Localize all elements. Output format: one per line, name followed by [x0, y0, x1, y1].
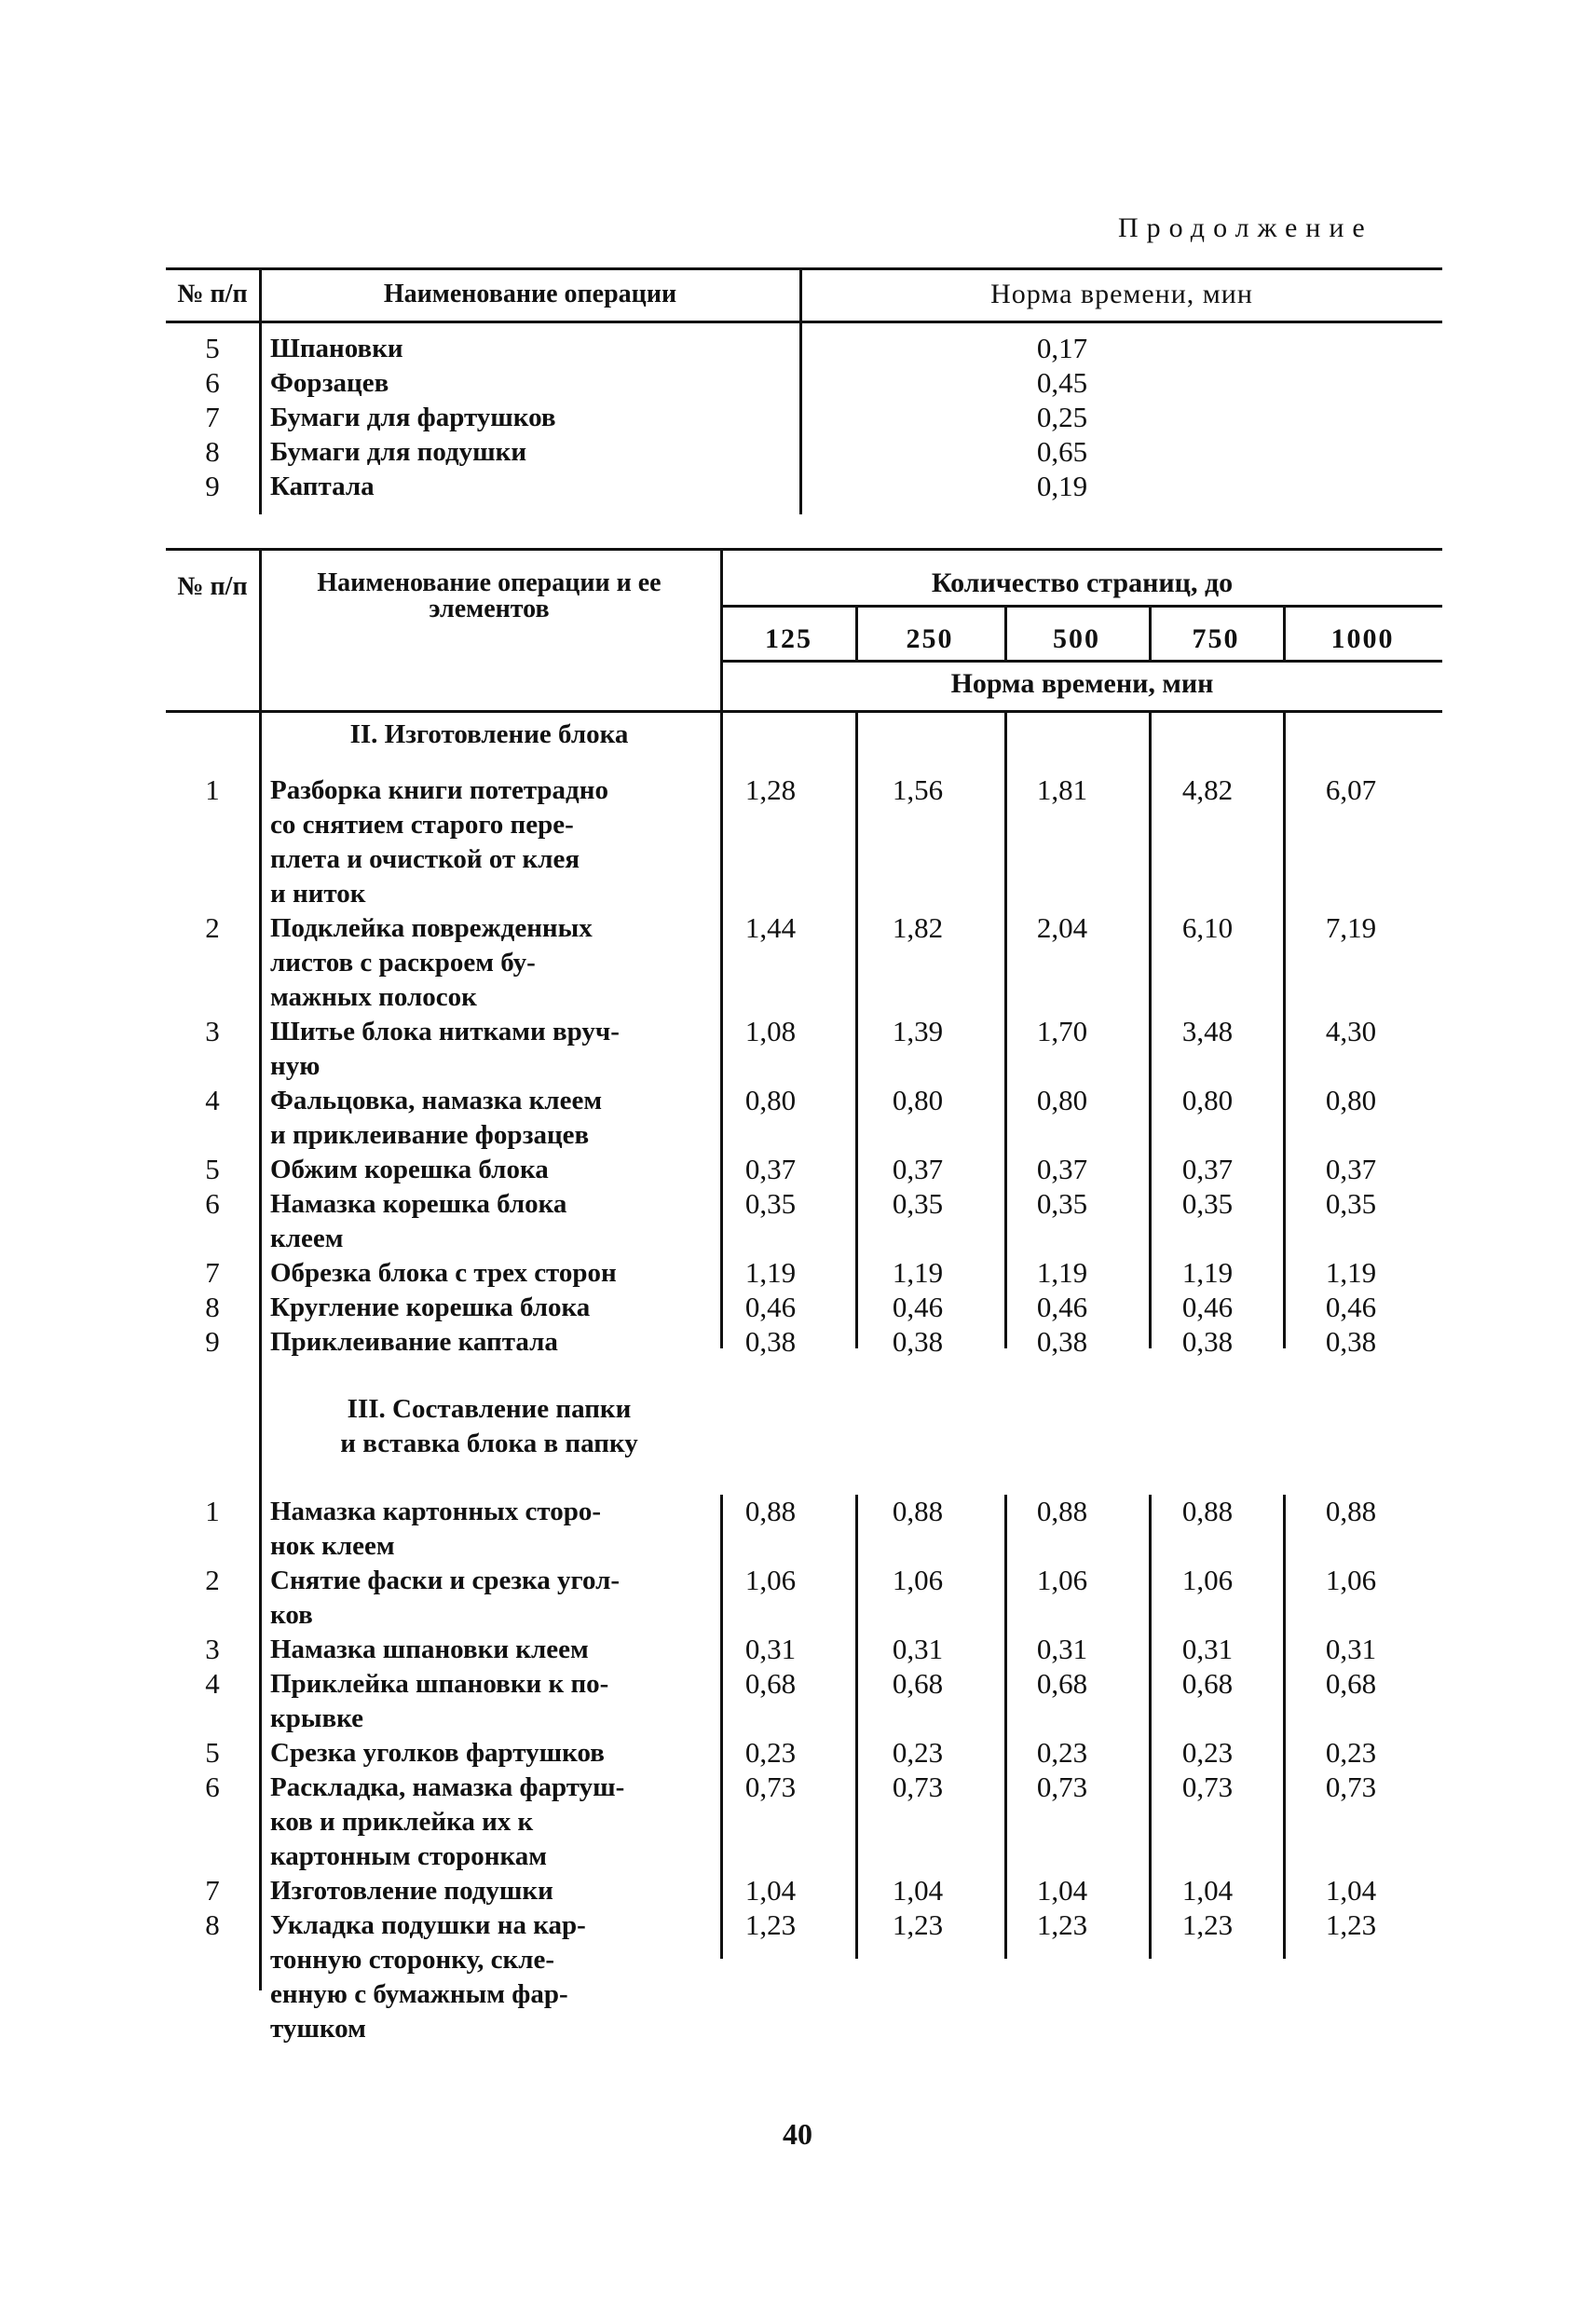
row-number: 5 — [205, 1736, 220, 1769]
time-value: 1,04 — [1325, 1874, 1377, 1907]
divider — [1149, 1495, 1152, 1959]
time-value: 0,88 — [892, 1495, 944, 1527]
time-value: 0,45 — [1036, 366, 1088, 399]
operation-line: Кругление корешка блока — [270, 1292, 591, 1322]
operation-name: Бумаги для подушки — [270, 437, 527, 467]
time-value: 1,19 — [1181, 1256, 1234, 1289]
divider — [1283, 710, 1286, 1348]
time-value: 0,88 — [1181, 1495, 1234, 1527]
operation-line: клеем — [270, 1224, 344, 1253]
divider — [1004, 710, 1007, 1348]
operation-line: ков — [270, 1600, 313, 1630]
time-value: 1,08 — [744, 1015, 797, 1047]
operation-line: Снятие фаски и срезка угол- — [270, 1566, 621, 1595]
time-value: 1,19 — [1036, 1256, 1088, 1289]
time-value: 0,80 — [892, 1084, 944, 1116]
operation-line: и ниток — [270, 879, 366, 909]
time-value: 0,23 — [1036, 1736, 1088, 1769]
time-value: 0,35 — [1325, 1187, 1377, 1220]
time-value: 0,31 — [1181, 1633, 1234, 1665]
time-value: 0,88 — [1325, 1495, 1377, 1527]
operation-name: Шпановки — [270, 334, 403, 363]
time-value: 0,38 — [892, 1325, 944, 1358]
operation-line: Намазка корешка блока — [270, 1189, 567, 1219]
time-value: 1,23 — [1036, 1908, 1088, 1941]
time-value: 0,35 — [744, 1187, 797, 1220]
time-value: 4,30 — [1325, 1015, 1377, 1047]
time-value: 0,38 — [744, 1325, 797, 1358]
time-value: 0,23 — [1181, 1736, 1234, 1769]
time-value: 0,65 — [1036, 435, 1088, 468]
divider — [259, 548, 262, 1990]
time-value: 1,28 — [744, 773, 797, 806]
operation-line: Подклейка поврежденных — [270, 913, 593, 943]
time-value: 0,31 — [1325, 1633, 1377, 1665]
operation-name: Форзацев — [270, 368, 389, 398]
time-value: 0,17 — [1036, 332, 1088, 364]
time-value: 0,88 — [744, 1495, 797, 1527]
header-norm: Норма времени, мин — [950, 668, 1214, 699]
row-number: 5 — [205, 1153, 220, 1185]
operation-line: Срезка уголков фартушков — [270, 1738, 605, 1768]
time-value: 0,46 — [1325, 1291, 1377, 1323]
operation-line: ную — [270, 1051, 321, 1081]
operation-line: Изготовление подушки — [270, 1876, 553, 1906]
operation-line: тушком — [270, 2014, 366, 2044]
time-value: 1,23 — [1181, 1908, 1234, 1941]
time-value: 0,46 — [1036, 1291, 1088, 1323]
operation-line: Приклеивание каптала — [270, 1327, 558, 1357]
operation-line: крывке — [270, 1703, 363, 1733]
time-value: 0,46 — [1181, 1291, 1234, 1323]
time-value: 1,04 — [1181, 1874, 1234, 1907]
row-number: 3 — [205, 1015, 220, 1047]
time-value: 0,37 — [1325, 1153, 1377, 1185]
row-number: 8 — [205, 1908, 220, 1941]
divider — [166, 321, 1442, 323]
time-value: 6,07 — [1325, 773, 1377, 806]
row-number: 7 — [205, 1256, 220, 1289]
header-operation: Наименование операции — [383, 280, 677, 308]
time-value: 0,38 — [1181, 1325, 1234, 1358]
row-number: 6 — [205, 1187, 220, 1220]
header-norm: Норма времени, мин — [990, 279, 1253, 309]
time-value: 0,73 — [1181, 1771, 1234, 1803]
time-value: 1,06 — [1036, 1564, 1088, 1596]
continuation-label: Продолжение — [1118, 212, 1373, 243]
time-value: 0,88 — [1036, 1495, 1088, 1527]
page-count-header: 750 — [1192, 623, 1240, 654]
time-value: 0,73 — [744, 1771, 797, 1803]
row-number: 2 — [205, 1564, 220, 1596]
row-number: 7 — [205, 401, 220, 433]
divider — [855, 710, 858, 1348]
divider — [166, 710, 1442, 713]
time-value: 0,31 — [1036, 1633, 1088, 1665]
time-value: 4,82 — [1181, 773, 1234, 806]
time-value: 0,23 — [744, 1736, 797, 1769]
operation-line: Обжим корешка блока — [270, 1155, 549, 1184]
operation-line: Раскладка, намазка фартуш- — [270, 1772, 625, 1802]
time-value: 0,37 — [1036, 1153, 1088, 1185]
operation-line: нок клеем — [270, 1531, 395, 1561]
time-value: 2,04 — [1036, 911, 1088, 944]
time-value: 0,80 — [744, 1084, 797, 1116]
row-number: 8 — [205, 435, 220, 468]
page-count-header: 500 — [1053, 623, 1100, 654]
divider — [720, 1495, 723, 1959]
time-value: 0,73 — [1325, 1771, 1377, 1803]
operation-line: Укладка подушки на кар- — [270, 1910, 586, 1940]
row-number: 3 — [205, 1633, 220, 1665]
time-value: 0,37 — [744, 1153, 797, 1185]
operation-name: Бумаги для фартушков — [270, 403, 556, 432]
row-number: 9 — [205, 470, 220, 502]
page-count-header: 250 — [906, 623, 954, 654]
row-number: 1 — [205, 773, 220, 806]
time-value: 0,25 — [1036, 401, 1088, 433]
row-number: 4 — [205, 1084, 220, 1116]
time-value: 0,46 — [744, 1291, 797, 1323]
operation-line: со снятием старого пере- — [270, 810, 574, 840]
time-value: 0,80 — [1036, 1084, 1088, 1116]
time-value: 0,35 — [1181, 1187, 1234, 1220]
divider — [1149, 710, 1152, 1348]
operation-line: Разборка книги потетрадно — [270, 775, 608, 805]
header-num: № п/п — [177, 280, 248, 308]
divider — [1283, 1495, 1286, 1959]
row-number: 7 — [205, 1874, 220, 1907]
time-value: 1,06 — [892, 1564, 944, 1596]
operation-line: тонную сторонку, скле- — [270, 1945, 555, 1975]
operation-line: ков и приклейка их к — [270, 1807, 534, 1837]
time-value: 0,68 — [1325, 1667, 1377, 1700]
time-value: 0,68 — [892, 1667, 944, 1700]
time-value: 0,31 — [892, 1633, 944, 1665]
operation-line: картонным сторонкам — [270, 1841, 548, 1871]
time-value: 1,04 — [1036, 1874, 1088, 1907]
time-value: 0,38 — [1325, 1325, 1377, 1358]
divider — [166, 267, 1442, 270]
row-number: 6 — [205, 1771, 220, 1803]
page-count-header: 125 — [765, 623, 812, 654]
divider — [722, 660, 1442, 663]
divider — [855, 1495, 858, 1959]
operation-line: листов с раскроем бу- — [270, 948, 536, 978]
time-value: 0,38 — [1036, 1325, 1088, 1358]
header-num: № п/п — [177, 572, 248, 601]
section-3-title-line: III. Составление папки — [347, 1394, 632, 1424]
time-value: 0,68 — [1036, 1667, 1088, 1700]
time-value: 0,68 — [744, 1667, 797, 1700]
time-value: 1,04 — [892, 1874, 944, 1907]
time-value: 1,19 — [744, 1256, 797, 1289]
divider — [1004, 1495, 1007, 1959]
time-value: 7,19 — [1325, 911, 1377, 944]
row-number: 2 — [205, 911, 220, 944]
time-value: 1,81 — [1036, 773, 1088, 806]
time-value: 1,06 — [1181, 1564, 1234, 1596]
time-value: 1,06 — [1325, 1564, 1377, 1596]
operation-name: Каптала — [270, 472, 375, 501]
time-value: 1,44 — [744, 911, 797, 944]
operation-line: Фальцовка, намазка клеем — [270, 1086, 603, 1115]
time-value: 0,19 — [1036, 470, 1088, 502]
time-value: 0,80 — [1325, 1084, 1377, 1116]
divider — [720, 710, 723, 1348]
divider — [166, 548, 1442, 551]
time-value: 1,19 — [1325, 1256, 1377, 1289]
page-number: 40 — [783, 2117, 812, 2151]
page-count-header: 1000 — [1330, 623, 1395, 654]
time-value: 6,10 — [1181, 911, 1234, 944]
header-pages: Количество страниц, до — [931, 567, 1234, 598]
row-number: 6 — [205, 366, 220, 399]
time-value: 0,23 — [1325, 1736, 1377, 1769]
operation-line: мажных полосок — [270, 982, 477, 1012]
divider — [722, 605, 1442, 608]
section-3-title-line: и вставка блока в папку — [340, 1429, 638, 1458]
row-number: 5 — [205, 332, 220, 364]
time-value: 0,37 — [1181, 1153, 1234, 1185]
time-value: 1,23 — [744, 1908, 797, 1941]
time-value: 0,23 — [892, 1736, 944, 1769]
time-value: 1,23 — [1325, 1908, 1377, 1941]
operation-line: Шитье блока нитками вруч- — [270, 1017, 620, 1046]
time-value: 1,19 — [892, 1256, 944, 1289]
row-number: 9 — [205, 1325, 220, 1358]
time-value: 0,73 — [892, 1771, 944, 1803]
time-value: 1,39 — [892, 1015, 944, 1047]
row-number: 4 — [205, 1667, 220, 1700]
header-operation: Наименование операции и ее элементов — [317, 568, 662, 623]
operation-line: плета и очисткой от клея — [270, 844, 580, 874]
time-value: 0,73 — [1036, 1771, 1088, 1803]
operation-line: Обрезка блока с трех сторон — [270, 1258, 617, 1288]
time-value: 3,48 — [1181, 1015, 1234, 1047]
time-value: 0,68 — [1181, 1667, 1234, 1700]
section-2-title: II. Изготовление блока — [349, 719, 629, 749]
operation-line: Намазка картонных сторо- — [270, 1497, 601, 1526]
time-value: 1,82 — [892, 911, 944, 944]
operation-line: Приклейка шпановки к по- — [270, 1669, 609, 1699]
operation-line: енную с бумажным фар- — [270, 1979, 568, 2009]
time-value: 1,56 — [892, 773, 944, 806]
operation-line: Намазка шпановки клеем — [270, 1634, 589, 1664]
time-value: 1,70 — [1036, 1015, 1088, 1047]
operation-line: и приклеивание форзацев — [270, 1120, 590, 1150]
time-value: 1,06 — [744, 1564, 797, 1596]
time-value: 0,37 — [892, 1153, 944, 1185]
time-value: 0,35 — [892, 1187, 944, 1220]
time-value: 1,04 — [744, 1874, 797, 1907]
row-number: 8 — [205, 1291, 220, 1323]
row-number: 1 — [205, 1495, 220, 1527]
time-value: 0,46 — [892, 1291, 944, 1323]
time-value: 0,31 — [744, 1633, 797, 1665]
time-value: 0,35 — [1036, 1187, 1088, 1220]
time-value: 0,80 — [1181, 1084, 1234, 1116]
time-value: 1,23 — [892, 1908, 944, 1941]
